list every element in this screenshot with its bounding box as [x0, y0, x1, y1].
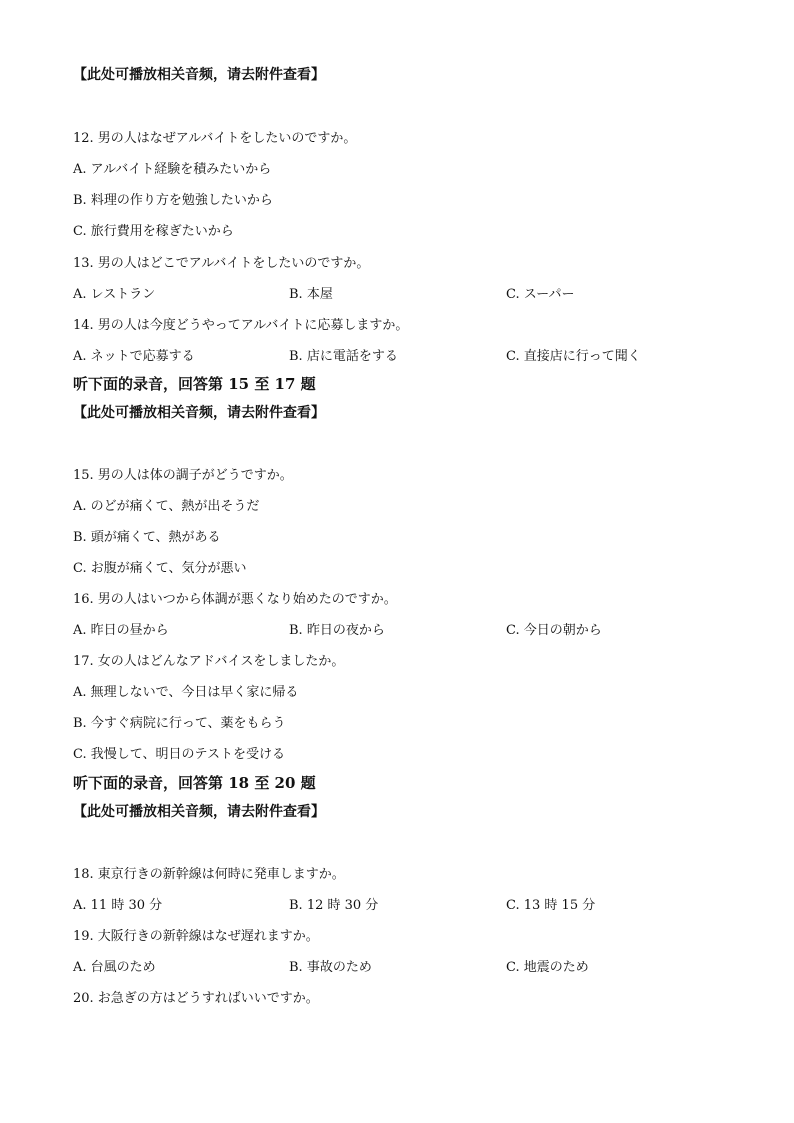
- question-16: 16. 男の人はいつから体調が悪くなり始めたのですか。: [73, 592, 397, 607]
- question-17-option-b: B. 今すぐ病院に行って、薬をもらう: [73, 716, 286, 731]
- question-19-option-b: B. 事故のため: [289, 960, 372, 975]
- question-18-option-b: B. 12 時 30 分: [289, 898, 379, 913]
- question-12-option-c: C. 旅行費用を稼ぎたいから: [73, 224, 234, 239]
- section-heading-15-17: 听下面的录音，回答第 15 至 17 题: [73, 375, 316, 393]
- question-12-option-b: B. 料理の作り方を勉強したいから: [73, 193, 273, 208]
- question-19: 19. 大阪行きの新幹線はなぜ遅れますか。: [73, 929, 319, 944]
- question-13-option-c: C. スーパー: [506, 287, 575, 302]
- question-20: 20. お急ぎの方はどうすればいいですか。: [73, 991, 319, 1006]
- question-17: 17. 女の人はどんなアドバイスをしましたか。: [73, 654, 345, 669]
- question-18: 18. 東京行きの新幹線は何時に発車しますか。: [73, 867, 345, 882]
- question-19-option-a: A. 台風のため: [73, 960, 156, 975]
- question-14-option-a: A. ネットで応募する: [73, 349, 195, 364]
- question-13-option-a: A. レストラン: [73, 287, 156, 302]
- question-18-option-c: C. 13 時 15 分: [506, 898, 596, 913]
- question-13: 13. 男の人はどこでアルバイトをしたいのですか。: [73, 256, 370, 271]
- question-13-option-b: B. 本屋: [289, 287, 333, 302]
- question-14-option-b: B. 店に電話をする: [289, 349, 398, 364]
- question-15-option-c: C. お腹が痛くて、気分が悪い: [73, 561, 247, 576]
- question-16-option-a: A. 昨日の昼から: [73, 623, 169, 638]
- question-18-option-a: A. 11 時 30 分: [73, 898, 163, 913]
- question-16-option-c: C. 今日の朝から: [506, 623, 602, 638]
- question-14: 14. 男の人は今度どうやってアルバイトに応募しますか。: [73, 318, 409, 333]
- question-16-option-b: B. 昨日の夜から: [289, 623, 385, 638]
- question-14-option-c: C. 直接店に行って聞く: [506, 349, 641, 364]
- audio-note-1: 【此处可播放相关音频，请去附件查看】: [73, 67, 325, 83]
- question-15-option-a: A. のどが痛くて、熱が出そうだ: [73, 499, 260, 514]
- question-12: 12. 男の人はなぜアルバイトをしたいのですか。: [73, 131, 357, 146]
- question-15-option-b: B. 頭が痛くて、熱がある: [73, 530, 221, 545]
- question-17-option-a: A. 無理しないで、今日は早く家に帰る: [73, 685, 299, 700]
- section-heading-18-20: 听下面的录音，回答第 18 至 20 题: [73, 774, 316, 792]
- audio-note-3: 【此处可播放相关音频，请去附件查看】: [73, 804, 325, 820]
- question-19-option-c: C. 地震のため: [506, 960, 589, 975]
- audio-note-2: 【此处可播放相关音频，请去附件查看】: [73, 405, 325, 421]
- question-12-option-a: A. アルバイト経験を積みたいから: [73, 162, 272, 177]
- question-15: 15. 男の人は体の調子がどうですか。: [73, 468, 293, 483]
- question-17-option-c: C. 我慢して、明日のテストを受ける: [73, 747, 285, 762]
